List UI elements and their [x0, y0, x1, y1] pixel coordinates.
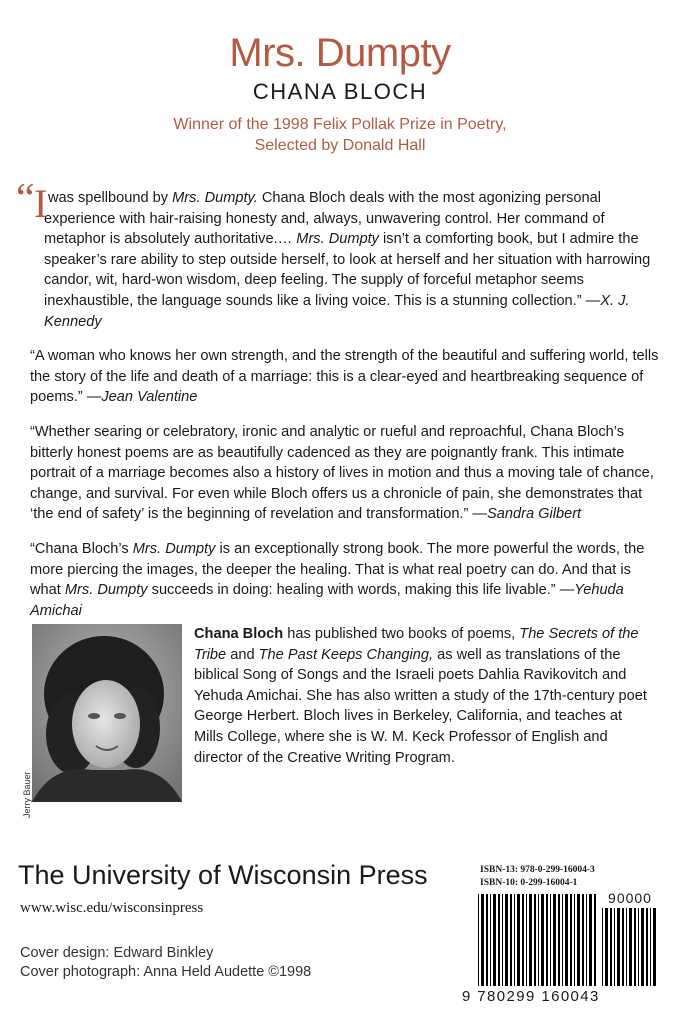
barcode-bar [502, 894, 503, 986]
blurb-gilbert [30, 422, 660, 525]
blurb-text: “Whether searing or celebratory, ironic and analytic or rueful and reproachful, Chana Bloch’s bitterly honest poems are as beautifully cadenced as they are poignantly frank. This intimate portrait of a marriage becomes also a history of lives in motion and thus a moving tale of chance, change, and survival. For even while Bloch offers us a chronicle of pain, she demonstrates that ‘the end of safety’ is the beginning of revelation and transformation.” [30, 423, 654, 523]
barcode-bar [629, 908, 632, 986]
barcode-bar [562, 894, 563, 986]
blurb-text: “Chana Bloch’s Mrs. Dumpty is an exceptionally strong book. The more powerful the words, the more piercing the images, the deeper the healing. That is what real poetry can do. And that is what Mrs. Dumpty succeeds in doing: healing with words, making this life livable.” [30, 540, 645, 599]
barcode-bar [546, 894, 548, 986]
photo-credit: Jerry Bauer [22, 771, 32, 818]
barcode-bar [586, 894, 587, 986]
author-bio: Chana Bloch has published two books of poems, The Secrets of the Tribe and The Past Keeps Changing, as well as translations of the biblical Song of Songs and the Israeli poets Dahlia Ravikovitch and Yehuda Amichai. She has also written a study of the 17th-century poet George Herbert. Bloch lives in Berkeley, California, and teaches at Mills College, where she is W. M. Keck Professor of English and director of the Creative Writing Program. [194, 626, 647, 766]
barcode-bar [570, 894, 572, 986]
barcode-bar [582, 894, 584, 986]
barcode-bar [478, 894, 479, 986]
blurb-text: was spellbound by Mrs. Dumpty. Chana Bloch deals with the most agonizing personal experience with hair-raising honesty and, always, unwavering control. Her command of metaphor is absolutely authoritative.… Mrs. Dumpty isn’t a comforting book, but I admire the speaker’s rare ability to step outside herself, to look at herself and her situation with harrowing candor, wit, hard-won wisdom, deep feeling. The supply of forceful metaphor seems inexhaustible, the language sounds like a living voice. This is a stunning collection.” [44, 190, 651, 309]
barcode-bar [638, 908, 639, 986]
barcode-bar [602, 908, 603, 986]
blurb-kennedy [16, 176, 660, 332]
barcode-bar [498, 894, 500, 986]
barcode-addon-icon [602, 908, 658, 986]
cover-design-credit: Cover design: Edward Binkley [20, 945, 214, 961]
barcode-bar [589, 894, 592, 986]
barcode-bar [646, 908, 648, 986]
barcode-bar [650, 908, 651, 986]
barcode-bar [617, 908, 620, 986]
barcode-bar [550, 894, 551, 986]
barcode-bar [514, 894, 515, 986]
barcode-bar [541, 894, 544, 986]
blurbs [16, 176, 660, 635]
blurb-attribution: —X. J. Kennedy [44, 292, 630, 330]
barcode-bar [577, 894, 580, 986]
barcode-bar [605, 908, 608, 986]
award-line-2: Selected by Donald Hall [254, 137, 426, 154]
barcode-bar [529, 894, 532, 986]
barcode-bar [486, 894, 488, 986]
barcode-bar [538, 894, 539, 986]
author-name: CHANA BLOCH [252, 79, 428, 104]
barcode-bar [558, 894, 560, 986]
barcode-bar [634, 908, 636, 986]
barcode-bar [510, 894, 512, 986]
author-photo [32, 624, 182, 802]
book-title: Mrs. Dumpty [229, 31, 451, 75]
barcode-digits: 9 780299 160043 [462, 988, 600, 1005]
blurb-attribution: —Jean Valentine [86, 389, 198, 406]
barcode-bar [505, 894, 508, 986]
barcode-bar [565, 894, 568, 986]
drop-cap: I [34, 181, 48, 226]
barcode-bar [526, 894, 527, 986]
barcode-bar [534, 894, 536, 986]
barcode-bar [626, 908, 627, 986]
blurb-text: “A woman who knows her own strength, and the strength of the beautiful and suffering world, tells the story of the life and death of a marriage: this is a clear-eyed and heartbreaking sequence of poems.” [30, 348, 659, 406]
blurb-attribution: —Yehuda Amichai [30, 582, 624, 619]
barcode-bar [610, 908, 612, 986]
barcode-bar [574, 894, 575, 986]
cover-credits [20, 944, 311, 982]
blurb-amichai [30, 539, 660, 621]
publisher-url: www.wisc.edu/wisconsinpress [20, 900, 204, 916]
back-cover-header [0, 30, 680, 156]
barcode-bar [594, 894, 596, 986]
isbn-block [480, 864, 595, 890]
blurb-valentine [30, 346, 660, 408]
barcode-bar [641, 908, 644, 986]
isbn-13: ISBN-13: 978-0-299-16004-3 [480, 865, 595, 875]
cover-photo-credit: Cover photograph: Anna Held Audette ©1998 [20, 964, 312, 980]
barcode-icon [478, 894, 598, 986]
barcode-bar [653, 908, 656, 986]
award-line-1: Winner of the 1998 Felix Pollak Prize in Poetry, [173, 116, 507, 133]
barcode-bar [481, 894, 484, 986]
open-quote-mark: “ [16, 176, 35, 222]
barcode-bar [490, 894, 491, 986]
barcode-bar [614, 908, 615, 986]
barcode-bar [622, 908, 624, 986]
isbn-10: ISBN-10: 0-299-16004-1 [480, 878, 578, 888]
barcode-bar [553, 894, 556, 986]
publisher-name: The University of Wisconsin Press [18, 860, 428, 890]
barcode-bar [517, 894, 520, 986]
barcode-addon-number: 90000 [608, 890, 652, 906]
barcode-bar [493, 894, 496, 986]
blurb-attribution: —Sandra Gilbert [472, 506, 582, 523]
author-portrait-image [32, 624, 182, 802]
barcode-bar [522, 894, 524, 986]
